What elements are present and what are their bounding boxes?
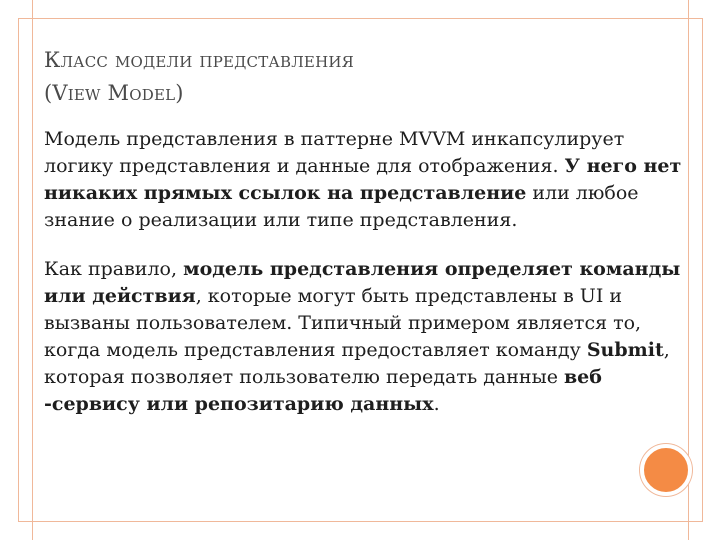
paragraph2-run: Как правило, — [44, 258, 184, 280]
frame-left-line — [32, 0, 33, 540]
title-line-2: (View Model) — [44, 81, 184, 105]
paragraph2-run: , которые могут быть представлены в UI и вызваны пользователем. Типичный примером является то, когда модель представления предоставляет команду — [44, 285, 642, 361]
paragraph2-run: модель представления определяет команды или действия — [44, 258, 681, 307]
paragraph1-run: или любое знание о реализации или типе представления. — [44, 182, 639, 231]
paragraph2-run: . — [433, 393, 440, 415]
slide-content — [44, 126, 684, 440]
paragraph1-run: Модель представления в паттерне MVVM инкапсулирует логику представления и данные для отображения. — [44, 128, 625, 177]
paragraph-1 — [44, 126, 684, 234]
paragraph-2 — [44, 256, 684, 418]
paragraph1-run: У него нет никаких прямых ссылок на представление — [44, 155, 682, 204]
paragraph2-run: , которая позволяет пользователю передать данные — [44, 339, 670, 388]
title-line-1: Класс модели представления — [44, 48, 354, 72]
paragraph2-run: веб -сервису или репозитарию данных — [44, 366, 602, 415]
accent-circle — [640, 444, 692, 496]
paragraph2-run: Submit — [586, 339, 664, 361]
slide-title — [44, 44, 604, 110]
